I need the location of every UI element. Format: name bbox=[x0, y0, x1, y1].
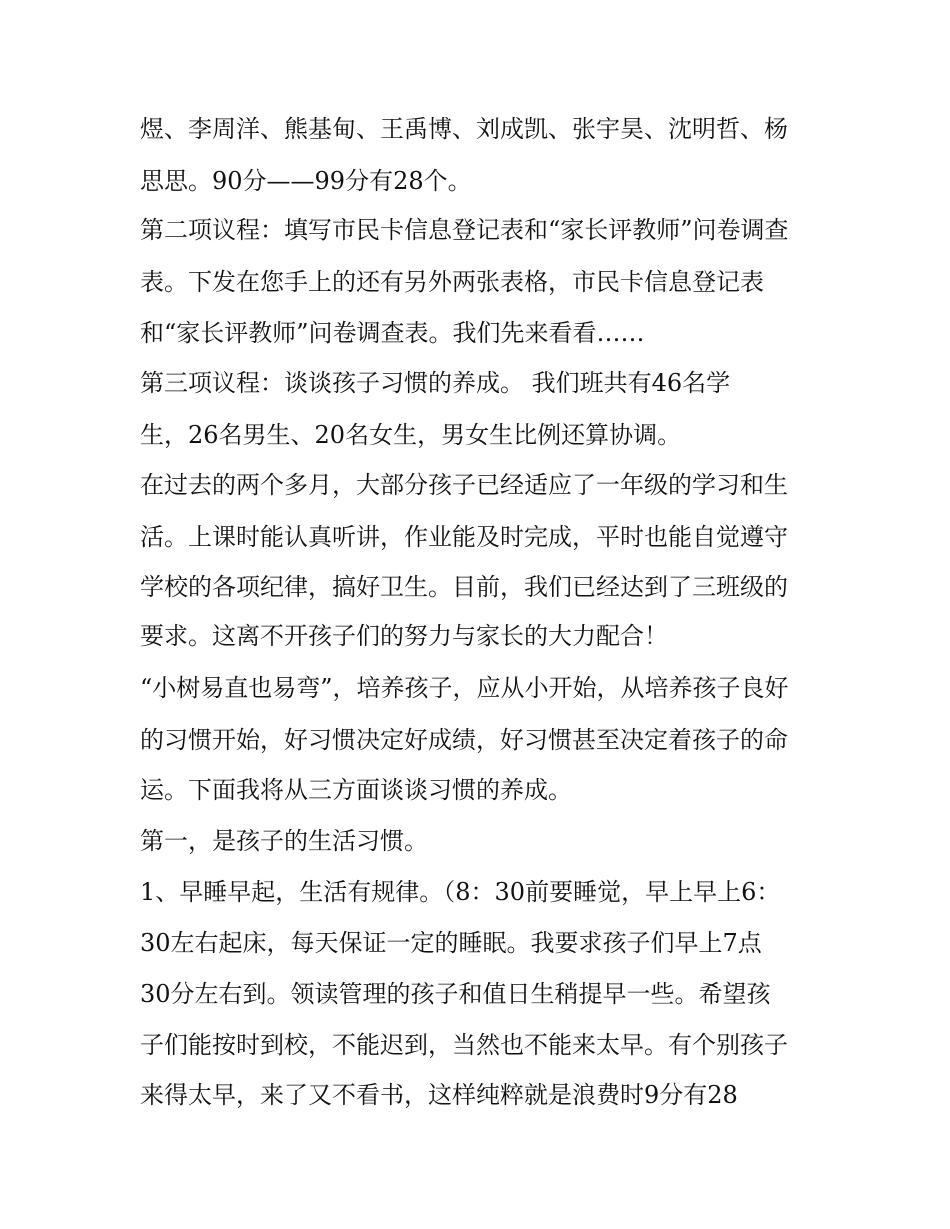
text-line-4: 表。下发在您手上的还有另外两张表格，市民卡信息登记表 bbox=[140, 268, 764, 296]
text-line-7: 生，26名男生、20名女生，男女生比例还算协调。 bbox=[140, 421, 682, 449]
text-line-3: 第二项议程：填写市民卡信息登记表和“家长评教师”问卷调查 bbox=[140, 216, 789, 244]
text-line-6: 第三项议程：谈谈孩子习惯的养成。 我们班共有46名学 bbox=[140, 369, 731, 397]
text-line-9: 活。上课时能认真听讲，作业能及时完成，平时也能自觉遵守 bbox=[140, 523, 788, 551]
text-line-12: “小树易直也易弯”，培养孩子，应从小开始，从培养孩子良好 bbox=[140, 674, 789, 702]
text-line-19: 子们能按时到校，不能迟到，当然也不能来太早。有个别孩子 bbox=[140, 1031, 788, 1059]
text-line-1: 煜、李周洋、熊基甸、王禹博、刘成凯、张宇昊、沈明哲、杨 bbox=[140, 115, 788, 143]
text-line-14: 运。下面我将从三方面谈谈习惯的养成。 bbox=[140, 776, 572, 804]
text-line-18: 30分左右到。领读管理的孩子和值日生稍提早一些。希望孩 bbox=[140, 980, 771, 1008]
text-line-13: 的习惯开始，好习惯决定好成绩，好习惯甚至决定着孩子的命 bbox=[140, 726, 788, 754]
text-line-17: 30左右起床，每天保证一定的睡眠。我要求孩子们早上7点 bbox=[140, 929, 762, 957]
text-line-20: 来得太早，来了又不看书，这样纯粹就是浪费时9分有28 bbox=[140, 1081, 738, 1109]
text-line-2: 思思。90分——99分有28个。 bbox=[140, 167, 472, 195]
text-line-11: 要求。这离不开孩子们的努力与家长的大力配合！ bbox=[140, 622, 668, 650]
text-line-15: 第一，是孩子的生活习惯。 bbox=[140, 827, 428, 855]
text-line-5: 和“家长评教师”问卷调查表。我们先来看看…… bbox=[140, 319, 645, 347]
text-line-16: 1、早睡早起，生活有规律。（8：30前要睡觉，早上早上6： bbox=[140, 878, 781, 906]
text-line-10: 学校的各项纪律，搞好卫生。目前，我们已经达到了三班级的 bbox=[140, 573, 788, 601]
text-line-8: 在过去的两个多月，大部分孩子已经适应了一年级的学习和生 bbox=[140, 471, 788, 499]
